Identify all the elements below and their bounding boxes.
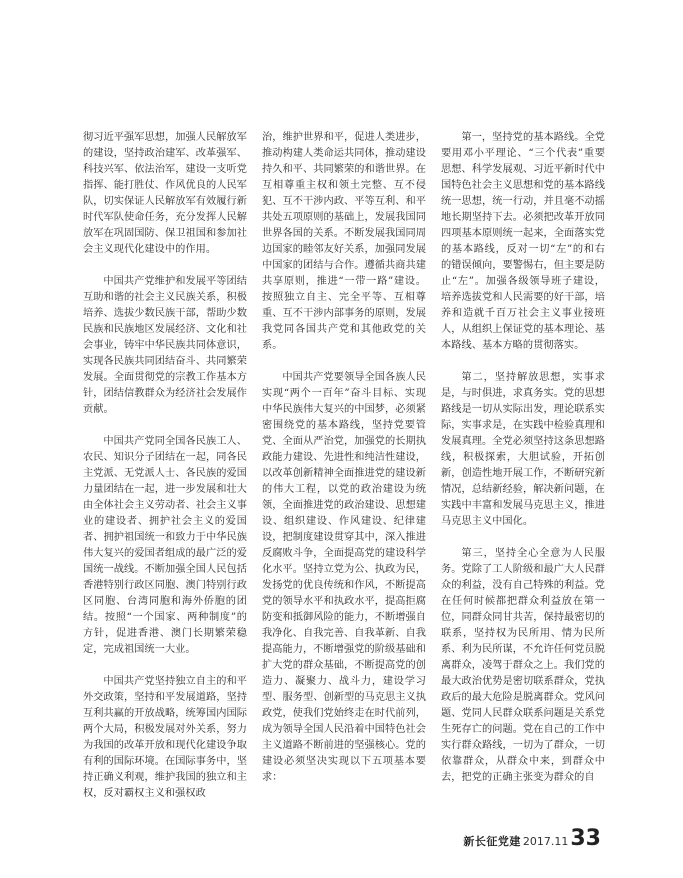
text-column-3 <box>441 130 605 802</box>
text-column-1 <box>83 130 247 818</box>
paragraph: 中国共产党要领导全国各族人民实现“两个一百年”奋斗目标、实现中华民族伟大复兴的中国梦，必须紧密围绕党的基本路线，坚持党要管党、全面从严治党，加强党的长期执政能力建设、先进性和纯洁性建设，以改革创新精神全面推进党的建设新的伟大工程，以党的政治建设为统领，全面推进党的政治建设、思想建设、组织建设、作风建设、纪律建设，把制度建设贯穿其中，深入推进反腐败斗争，全面提高党的建设科学化水平。坚持立党为公、执政为民，发扬党的优良传统和作风，不断提高党的领导水平和执政水平，提高拒腐防变和抵御风险的能力，不断增强自我净化、自我完善、自我革新、自我提高能力，不断增强党的阶级基础和扩大党的群众基础，不断提高党的创造力、凝聚力、战斗力，建设学习型、服务型、创新型的马克思主义执政党，使我们党始终走在时代前列，成为领导全国人民沿着中国特色社会主义道路不断前进的坚强核心。党的建设必须坚决实现以下五项基本要求： <box>262 372 426 783</box>
text-column-2 <box>262 130 426 802</box>
paragraph: 治，维护世界和平，促进人类进步，推动构建人类命运共同体，推动建设持久和平、共同繁荣的和谐世界。在互相尊重主权和领土完整、互不侵犯、互不干涉内政、平等互利、和平共处五项原则的基础上，发展我国同世界各国的关系。不断发展我国同周边国家的睦邻友好关系，加强同发展中国家的团结与合作。遵循共商共建共享原则，推进“一带一路”建设。按照独立自主、完全平等、互相尊重、互不干涉内部事务的原则，发展我党同各国共产党和其他政党的关系。 <box>262 132 426 351</box>
page-number: 33 <box>570 826 601 851</box>
page-footer <box>463 826 601 851</box>
paragraph: 中国共产党维护和发展平等团结互助和谐的社会主义民族关系，积极培养、选拔少数民族干部，帮助少数民族和民族地区发展经济、文化和社会事业，铸牢中华民族共同体意识，实现各民族共同团结奋斗、共同繁荣发展。全面贯彻党的宗教工作基本方针，团结信教群众为经济社会发展作贡献。 <box>83 276 247 415</box>
paragraph: 彻习近平强军思想，加强人民解放军的建设，坚持政治建军、改革强军、科技兴军、依法治军，建设一支听党指挥、能打胜仗、作风优良的人民军队，切实保证人民解放军有效履行新时代军队使命任务，充分发挥人民解放军在巩固国防、保卫祖国和参加社会主义现代化建设中的作用。 <box>83 132 247 255</box>
paragraph: 第一，坚持党的基本路线。全党要用邓小平理论、“三个代表”重要思想、科学发展观、习近平新时代中国特色社会主义思想和党的基本路线统一思想，统一行动，并且毫不动摇地长期坚持下去。必须把改革开放同四项基本原则统一起来，全面落实党的基本路线，反对一切“左”的和右的错误倾向，要警惕右，但主要是防止“左”。加强各级领导班子建设，培养选拔党和人民需要的好干部，培养和造就千百万社会主义事业接班人，从组织上保证党的基本理论、基本路线、基本方略的贯彻落实。 <box>441 132 605 351</box>
issue-number: 2017.11 <box>522 835 569 848</box>
paragraph: 第二，坚持解放思想，实事求是，与时俱进，求真务实。党的思想路线是一切从实际出发，理论联系实际，实事求是，在实践中检验真理和发展真理。全党必须坚持这条思想路线，积极探索，大胆试验，开拓创新，创造性地开展工作，不断研究新情况，总结新经验，解决新问题，在实践中丰富和发展马克思主义，推进马克思主义中国化。 <box>441 372 605 527</box>
paragraph: 中国共产党坚持独立自主的和平外交政策，坚持和平发展道路，坚持互利共赢的开放战略，统筹国内国际两个大局，积极发展对外关系，努力为我国的改革开放和现代化建设争取有利的国际环境。在国际事务中，坚持正确义利观，维护我国的独立和主权，反对霸权主义和强权政 <box>83 676 247 799</box>
paragraph: 第三，坚持全心全意为人民服务。党除了工人阶级和最广大人民群众的利益，没有自己特殊的利益。党在任何时候都把群众利益放在第一位，同群众同甘共苦，保持最密切的联系，坚持权为民所用、情为民所系、利为民所谋，不允许任何党员脱离群众，凌驾于群众之上。我们党的最大政治优势是密切联系群众，党执政后的最大危险是脱离群众。党风问题、党同人民群众联系问题是关系党生死存亡的问题。党在自己的工作中实行群众路线，一切为了群众，一切依靠群众，从群众中来，到群众中去，把党的正确主张变为群众的自 <box>441 548 605 783</box>
magazine-name: 新长征党建 <box>463 835 521 848</box>
paragraph: 中国共产党同全国各民族工人、农民、知识分子团结在一起，同各民主党派、无党派人士、各民族的爱国力量团结在一起，进一步发展和壮大由全体社会主义劳动者、社会主义事业的建设者、拥护社会主义的爱国者、拥护祖国统一和致力于中华民族伟大复兴的爱国者组成的最广泛的爱国统一战线。不断加强全国人民包括香港特别行政区同胞、澳门特别行政区同胞、台湾同胞和海外侨胞的团结。按照“一个国家、两种制度”的方针，促进香港、澳门长期繁荣稳定，完成祖国统一大业。 <box>83 436 247 655</box>
